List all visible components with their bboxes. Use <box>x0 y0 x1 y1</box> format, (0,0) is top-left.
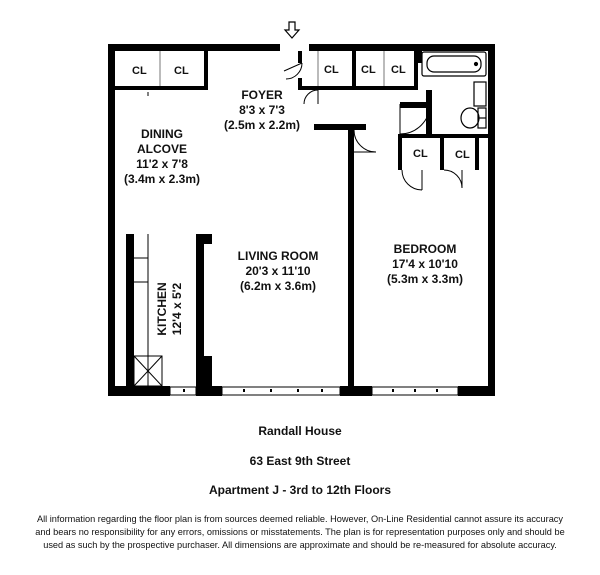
closet-label: CL <box>361 64 376 76</box>
room-name: DINING <box>141 127 183 141</box>
room-dimensions-metric: (2.5m x 2.2m) <box>223 118 301 132</box>
disclaimer-text: All information regarding the floor plan is from sources deemed reliable. However, On-Line Residential cannot assure its accuracy and bears no responsibility for any errors, omissions or misstatements. The plan is for representation purposes only and should be used as such by the prospective purchaser. All dimensions are approximate and should be re-measured for absolute accuracy. <box>35 514 565 550</box>
closet-label: CL <box>413 148 428 160</box>
room-dimensions-metric: (6.2m x 3.6m) <box>239 279 317 293</box>
closet-label: CL <box>324 64 339 76</box>
room-dimensions: 20'3 x 11'10 <box>245 264 311 278</box>
apartment-unit: Apartment J - 3rd to 12th Floors <box>208 483 392 497</box>
room-dimensions-metric: (3.4m x 2.3m) <box>123 172 201 186</box>
closet-label: CL <box>391 64 406 76</box>
room-name: FOYER <box>241 88 283 102</box>
room-dimensions: 17'4 x 10'10 <box>392 257 458 271</box>
closet-label: CL <box>174 65 189 77</box>
room-name: LIVING ROOM <box>237 249 319 263</box>
bedroom-label <box>379 242 471 287</box>
building-name: Randall House <box>258 424 342 438</box>
room-dimensions: 11'2 x 7'8 <box>136 157 188 171</box>
foyer-label <box>222 88 302 133</box>
room-name: ALCOVE <box>136 142 187 156</box>
room-dimensions: 12'4 x 5'2 <box>170 282 184 336</box>
room-name: KITCHEN <box>155 282 169 336</box>
room-name: BEDROOM <box>393 242 457 256</box>
room-dimensions: 8'3 x 7'3 <box>239 103 285 117</box>
door-swings <box>284 63 462 190</box>
building-address: 63 East 9th Street <box>249 454 351 468</box>
entrance-arrow-icon <box>285 22 299 38</box>
room-dimensions-metric: (5.3m x 3.3m) <box>386 272 464 286</box>
closet-label: CL <box>132 65 147 77</box>
kitchen-label <box>155 264 187 354</box>
dining-alcove-label <box>121 127 203 187</box>
living-room-label <box>233 249 323 294</box>
closet-label: CL <box>455 149 470 161</box>
